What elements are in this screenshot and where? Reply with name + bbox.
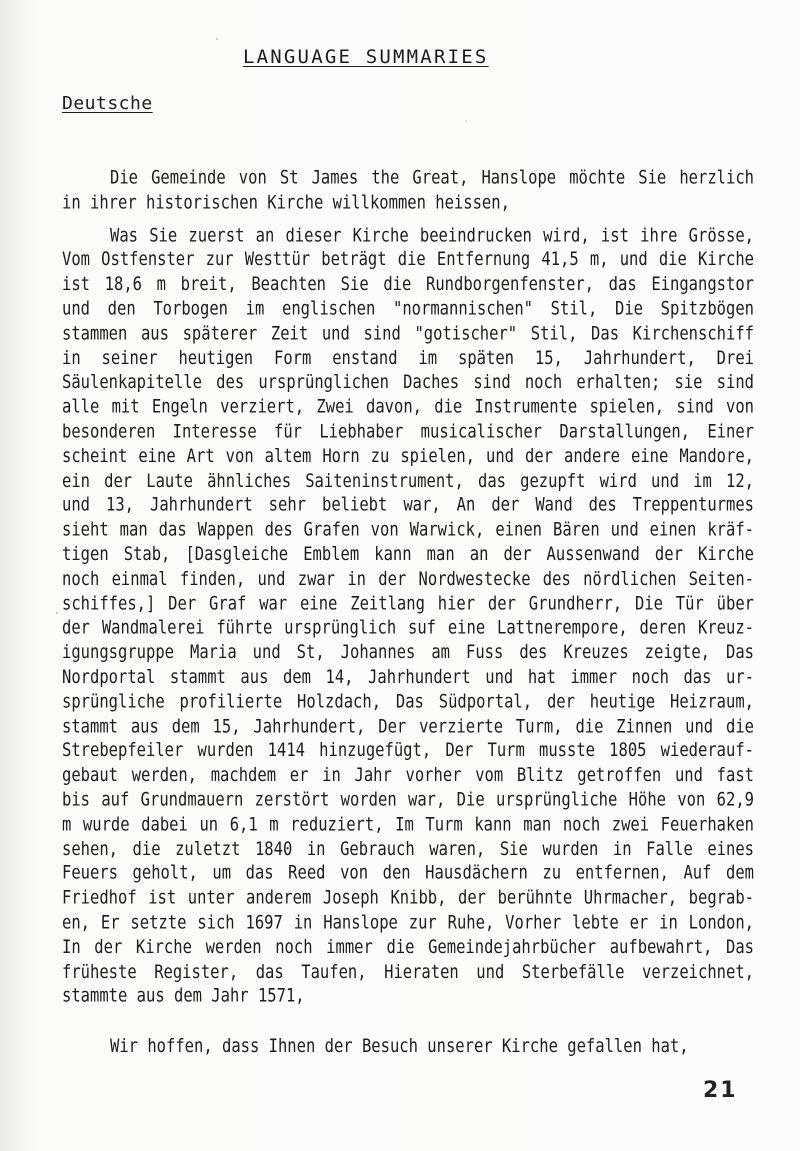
text-line: stammte aus dem Jahr 1571, <box>62 985 305 1007</box>
text-line: m wurde dabei un 6,1 m reduziert, Im Turm kann man noch zwei Feuerhaken <box>62 813 754 835</box>
text-line: schiffes,] Der Graf war eine Zeitlang hier der Grundherr, Die Tür über <box>62 592 754 614</box>
text-line: noch einmal finden, und zwar in der Nordwestecke des nördlichen Seiten- <box>62 568 754 590</box>
text-line: bis auf Grundmauern zerstört worden war, Die ursprüngliche Höhe von 62,9 <box>62 788 754 811</box>
paragraph-history <box>62 223 754 1008</box>
text-line: gebaut werden, machdem er in Jahr vorher vom Blitz getroffen und fast <box>62 764 754 786</box>
text-line: ist 18,6 m breit, Beachten Sie die Rundborgenfenster, das Eingangstor <box>62 273 754 295</box>
paper-speck <box>216 38 218 40</box>
text-line: in ihrer historischen Kirche willkommen heissen, <box>62 191 510 213</box>
text-line: Strebepfeiler wurden 1414 hinzugefügt, Der Turm musste 1805 wiederauf- <box>62 739 754 762</box>
text-line: Säulenkapitelle des ursprünglichen Daches sind noch erhalten; sie sind <box>62 371 754 394</box>
text-line: Nordportal stammt aus dem 14, Jahrhundert und hat immer noch das ur- <box>62 666 754 688</box>
text-line: in seiner heutigen Form enstand im späten 15, Jahrhundert, Drei <box>62 347 754 369</box>
text-line: Die Gemeinde von St James the Great, Hanslope möchte Sie herzlich <box>110 167 754 189</box>
text-line: Vom Ostfenster zur Westtür beträgt die Entfernung 41,5 m, und die Kirche <box>62 249 754 271</box>
page-title: LANGUAGE SUMMARIES <box>243 46 489 68</box>
text-line: ein der Laute ähnliches Saiteninstrument, das gezupft wird und im 12, <box>62 469 754 492</box>
text-line: und 13, Jahrhundert sehr beliebt war, An der Wand des Treppenturmes <box>62 494 754 516</box>
text-line: sieht man das Wappen des Grafen von Warwick, einen Bären und einen kräf- <box>62 519 754 541</box>
text-line: igungsgruppe Maria und St, Johannes am Fuss des Kreuzes zeigte, Das <box>62 641 754 663</box>
text-line: und den Torbogen im englischen "normannischen" Stil, Die Spitzbögen <box>62 298 754 320</box>
paragraph-farewell <box>62 1035 754 1060</box>
text-line: tigen Stab, [Dasgleiche Emblem kann man an der Aussenwand der Kirche <box>62 543 754 565</box>
text-line: früheste Register, das Taufen, Hieraten und Sterbefälle verzeichnet, <box>62 960 754 982</box>
text-line: Friedhof ist unter anderem Joseph Knibb, der berühnte Uhrmacher, begrab- <box>62 887 754 909</box>
text-line: stammen aus späterer Zeit und sind "gotischer" Stil, Das Kirchenschiff <box>62 322 754 344</box>
page-number: 21 <box>703 1078 738 1103</box>
text-line: stammt aus dem 15, Jahrhundert, Der verzierte Turm, die Zinnen und die <box>62 715 754 737</box>
text-line: Was Sie zuerst an dieser Kirche beeindrucken wird, ist ihre Grösse, <box>110 224 754 246</box>
paragraph-welcome <box>62 166 754 215</box>
text-line: Feuers geholt, um das Reed von den Hausdächern zu entfernen, Auf dem <box>62 862 754 884</box>
text-line: en, Er setzte sich 1697 in Hanslope zur Ruhe, Vorher lebte er in London, <box>62 911 754 933</box>
paper-speck <box>56 612 58 614</box>
text-line: scheint eine Art von altem Horn zu spielen, und der andere eine Mandore, <box>62 445 754 467</box>
text-line: sehen, die zuletzt 1840 in Gebrauch waren, Sie wurden in Falle eines <box>62 838 754 860</box>
body-text <box>62 166 754 1059</box>
text-line: der Wandmalerei führte ursprünglich suf eine Lattnerempore, deren Kreuz- <box>62 617 754 639</box>
text-line: besonderen Interesse für Liebhaber musicalischer Darstallungen, Einer <box>62 420 754 443</box>
text-line: alle mit Engeln verziert, Zwei davon, die Instrumente spielen, sind von <box>62 396 754 418</box>
section-heading: Deutsche <box>62 93 153 114</box>
paper-speck <box>465 120 467 122</box>
text-line: Wir hoffen, dass Ihnen der Besuch unserer Kirche gefallen hat, <box>110 1035 689 1058</box>
text-line: sprüngliche profilierte Holzdach, Das Südportal, der heutige Heizraum, <box>62 690 754 713</box>
text-line: In der Kirche werden noch immer die Gemeindejahrbücher aufbewahrt, Das <box>62 936 754 958</box>
